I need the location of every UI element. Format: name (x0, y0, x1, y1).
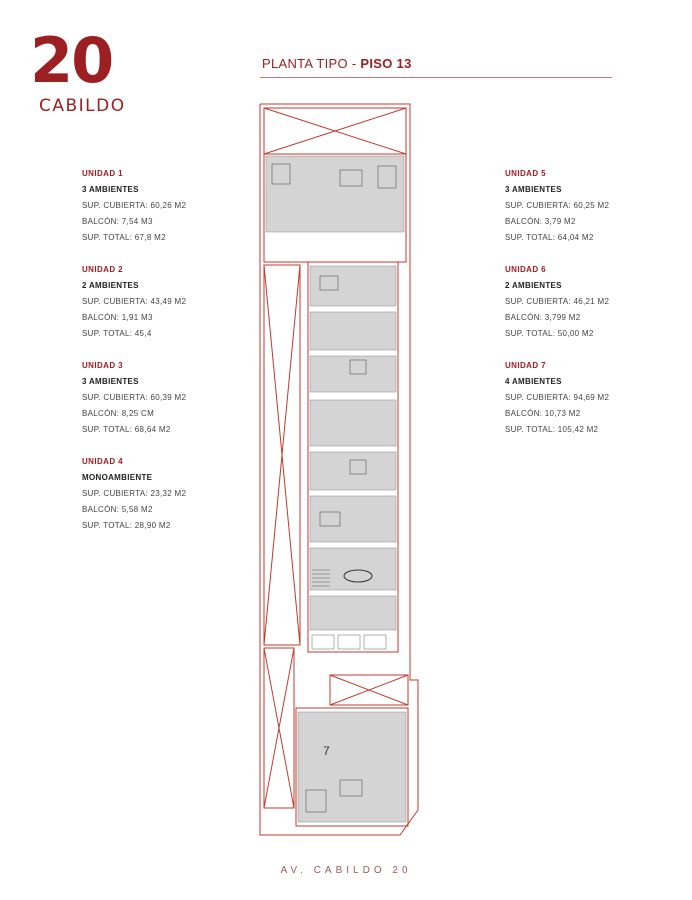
unit-balcony: BALCÓN: 3,79 M2 (505, 217, 576, 226)
unit-total-area: SUP. TOTAL: 67,8 M2 (82, 233, 166, 242)
unit-balcony: BALCÓN: 7,54 M3 (82, 217, 153, 226)
unit-type: 3 AMBIENTES (82, 185, 139, 194)
unit-name: UNIDAD 7 (505, 361, 546, 370)
unit-name: UNIDAD 2 (82, 265, 123, 274)
page-title (262, 56, 412, 71)
unit-name: UNIDAD 3 (82, 361, 123, 370)
unit-covered-area: SUP. CUBIERTA: 46,21 M2 (505, 297, 610, 306)
unit-covered-area: SUP. CUBIERTA: 94,69 M2 (505, 393, 610, 402)
unit-spec-5 (505, 166, 609, 246)
unit-covered-area: SUP. CUBIERTA: 60,39 M2 (82, 393, 187, 402)
unit-covered-area: SUP. CUBIERTA: 43,49 M2 (82, 297, 187, 306)
unit-total-area: SUP. TOTAL: 28,90 M2 (82, 521, 171, 530)
unit-type: 4 AMBIENTES (505, 377, 562, 386)
unit-name: UNIDAD 4 (82, 457, 123, 466)
title-divider (260, 77, 612, 78)
unit-spec-1 (82, 166, 186, 246)
logo-word: CABILDO (39, 96, 126, 116)
unit-balcony: BALCÓN: 8,25 CM (82, 409, 155, 418)
unit-total-area: SUP. TOTAL: 50,00 M2 (505, 329, 594, 338)
unit-type: 3 AMBIENTES (505, 185, 562, 194)
unit-balcony: BALCÓN: 10,73 M2 (505, 409, 581, 418)
plan-unit-7-label: 7 (323, 744, 330, 758)
unit-type: 3 AMBIENTES (82, 377, 139, 386)
unit-spec-4 (82, 454, 186, 534)
unit-balcony: BALCÓN: 5,58 M2 (82, 505, 153, 514)
title-floor: PISO 13 (360, 56, 412, 71)
unit-balcony: BALCÓN: 1,91 M3 (82, 313, 153, 322)
unit-spec-3 (82, 358, 186, 438)
unit-type: MONOAMBIENTE (82, 473, 153, 482)
footer-address: AV. CABILDO 20 (280, 865, 412, 876)
logo-number: 20 (30, 24, 113, 97)
unit-covered-area: SUP. CUBIERTA: 60,26 M2 (82, 201, 187, 210)
unit-balcony: BALCÓN: 3,799 M2 (505, 313, 581, 322)
unit-spec-6 (505, 262, 609, 342)
unit-spec-7 (505, 358, 609, 438)
unit-total-area: SUP. TOTAL: 68,64 M2 (82, 425, 171, 434)
unit-name: UNIDAD 5 (505, 169, 546, 178)
unit-type: 2 AMBIENTES (505, 281, 562, 290)
unit-total-area: SUP. TOTAL: 105,42 M2 (505, 425, 599, 434)
unit-type: 2 AMBIENTES (82, 281, 139, 290)
unit-total-area: SUP. TOTAL: 45,4 (82, 329, 152, 338)
unit-name: UNIDAD 1 (82, 169, 123, 178)
unit-total-area: SUP. TOTAL: 64,04 M2 (505, 233, 594, 242)
unit-covered-area: SUP. CUBIERTA: 60,25 M2 (505, 201, 610, 210)
unit-spec-2 (82, 262, 186, 342)
title-prefix: PLANTA TIPO - (262, 56, 361, 71)
floor-plan-drawing (250, 100, 420, 840)
unit-covered-area: SUP. CUBIERTA: 23,32 M2 (82, 489, 187, 498)
unit-name: UNIDAD 6 (505, 265, 546, 274)
